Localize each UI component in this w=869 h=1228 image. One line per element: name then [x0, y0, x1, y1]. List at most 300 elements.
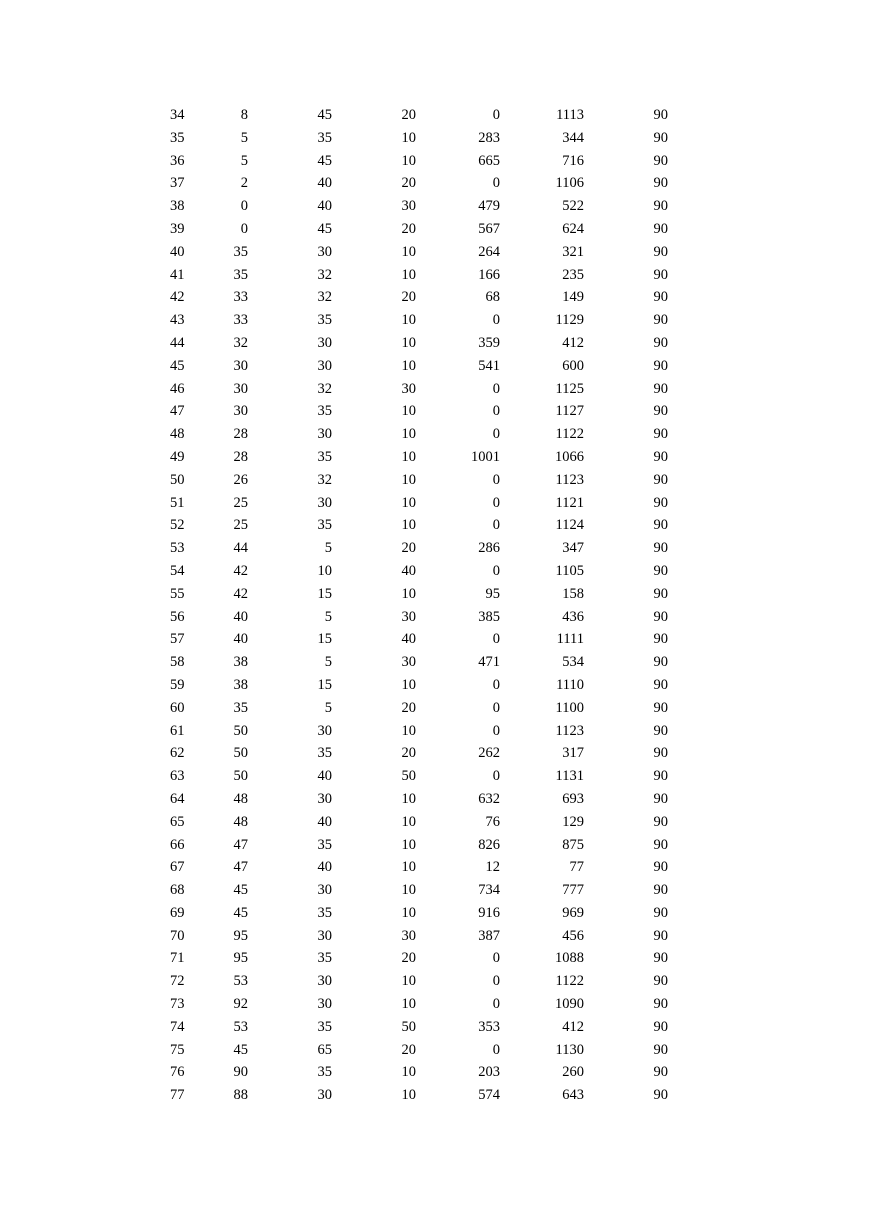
table-row [150, 993, 668, 1016]
table-cell: 30 [317, 357, 332, 374]
table-cell: 20 [401, 220, 416, 237]
table-row [150, 286, 668, 309]
table-cell: 10 [401, 357, 416, 374]
table-cell: 53 [233, 1018, 248, 1035]
table-cell: 286 [478, 540, 500, 557]
table-cell: 30 [401, 654, 416, 671]
table-cell: 25 [233, 494, 248, 511]
table-cell: 45 [233, 882, 248, 899]
table-cell: 77 [569, 859, 584, 876]
table-cell: 90 [653, 973, 668, 990]
table-cell: 1110 [556, 676, 584, 693]
table-cell: 30 [317, 722, 332, 739]
table-cell: 1121 [555, 494, 584, 511]
table-cell: 90 [653, 357, 668, 374]
table-cell: 49 [170, 448, 185, 465]
table-cell: 32 [317, 289, 332, 306]
table-cell: 10 [401, 334, 416, 351]
table-cell: 235 [562, 266, 584, 283]
table-cell: 55 [170, 585, 185, 602]
table-cell: 15 [317, 631, 332, 648]
table-cell: 0 [492, 494, 500, 511]
table-row [150, 628, 668, 651]
table-cell: 0 [240, 220, 248, 237]
table-cell: 36 [170, 152, 185, 169]
table-row [150, 879, 668, 902]
table-row [150, 560, 668, 583]
table-cell: 387 [478, 927, 500, 944]
table-cell: 10 [401, 813, 416, 830]
table-cell: 90 [653, 266, 668, 283]
table-cell: 45 [317, 107, 332, 123]
table-cell: 38 [170, 198, 185, 215]
table-cell: 20 [401, 107, 416, 123]
table-cell: 90 [653, 403, 668, 420]
table-cell: 32 [317, 380, 332, 397]
table-cell: 47 [170, 403, 185, 420]
table-cell: 1124 [555, 517, 584, 534]
table-cell: 129 [562, 813, 584, 830]
table-cell: 50 [401, 1018, 416, 1035]
table-cell: 35 [317, 403, 332, 420]
table-cell: 283 [478, 129, 500, 146]
table-cell: 90 [653, 768, 668, 785]
table-cell: 5 [240, 152, 248, 169]
table-cell: 90 [653, 676, 668, 693]
table-cell: 522 [562, 198, 584, 215]
table-cell: 10 [401, 1087, 416, 1104]
table-cell: 90 [653, 699, 668, 716]
table-cell: 10 [401, 882, 416, 899]
table-row [150, 902, 668, 925]
table-cell: 10 [401, 426, 416, 443]
table-cell: 90 [653, 494, 668, 511]
table-cell: 0 [492, 471, 500, 488]
table-cell: 68 [170, 882, 185, 899]
table-row [150, 856, 668, 879]
table-cell: 47 [233, 859, 248, 876]
table-cell: 40 [233, 631, 248, 648]
table-cell: 317 [562, 745, 584, 762]
table-cell: 35 [317, 950, 332, 967]
table-cell: 35 [317, 448, 332, 465]
table-cell: 567 [478, 220, 500, 237]
table-cell: 0 [492, 1041, 500, 1058]
table-cell: 436 [562, 608, 584, 625]
table-cell: 90 [653, 220, 668, 237]
table-cell: 10 [401, 471, 416, 488]
table-cell: 624 [562, 220, 584, 237]
table-cell: 10 [401, 790, 416, 807]
table-cell: 71 [170, 950, 185, 967]
table-cell: 158 [562, 585, 584, 602]
table-cell: 92 [233, 996, 248, 1013]
table-row [150, 469, 668, 492]
table-cell: 62 [170, 745, 185, 762]
table-cell: 95 [233, 927, 248, 944]
table-cell: 479 [478, 198, 500, 215]
table-row [150, 811, 668, 834]
table-cell: 15 [317, 676, 332, 693]
table-row [150, 697, 668, 720]
table-cell: 1105 [555, 562, 584, 579]
table-cell: 0 [492, 950, 500, 967]
table-cell: 632 [478, 790, 500, 807]
table-cell: 5 [324, 540, 332, 557]
table-cell: 76 [485, 813, 500, 830]
table-cell: 90 [653, 654, 668, 671]
table-cell: 95 [233, 950, 248, 967]
table-cell: 35 [317, 517, 332, 534]
table-cell: 90 [653, 107, 668, 123]
table-cell: 10 [401, 243, 416, 260]
table-cell: 40 [317, 768, 332, 785]
table-cell: 30 [317, 243, 332, 260]
table-cell: 72 [170, 973, 185, 990]
table-cell: 0 [492, 676, 500, 693]
table-cell: 0 [492, 722, 500, 739]
table-cell: 95 [485, 585, 500, 602]
table-cell: 30 [317, 1087, 332, 1104]
table-cell: 1122 [555, 973, 584, 990]
table-cell: 30 [233, 357, 248, 374]
table-cell: 5 [324, 608, 332, 625]
table-cell: 20 [401, 950, 416, 967]
table-cell: 65 [317, 1041, 332, 1058]
table-row [150, 241, 668, 264]
table-cell: 90 [653, 631, 668, 648]
table-row [150, 492, 668, 515]
table-row [150, 127, 668, 150]
table-cell: 50 [233, 745, 248, 762]
data-table [150, 104, 668, 1107]
table-cell: 90 [653, 904, 668, 921]
table-cell: 471 [478, 654, 500, 671]
table-cell: 10 [401, 585, 416, 602]
table-cell: 15 [317, 585, 332, 602]
table-cell: 90 [653, 152, 668, 169]
table-row [150, 218, 668, 241]
table-cell: 35 [233, 266, 248, 283]
table-cell: 10 [401, 266, 416, 283]
table-cell: 90 [653, 836, 668, 853]
table-cell: 74 [170, 1018, 185, 1035]
table-cell: 51 [170, 494, 185, 511]
table-row [150, 104, 668, 127]
table-cell: 5 [324, 654, 332, 671]
table-cell: 90 [653, 813, 668, 830]
table-cell: 46 [170, 380, 185, 397]
table-cell: 10 [401, 448, 416, 465]
table-row [150, 195, 668, 218]
table-cell: 58 [170, 654, 185, 671]
table-cell: 20 [401, 699, 416, 716]
table-row [150, 970, 668, 993]
table-cell: 600 [562, 357, 584, 374]
table-cell: 1001 [471, 448, 500, 465]
table-cell: 57 [170, 631, 185, 648]
table-body [150, 104, 668, 1107]
table-cell: 44 [233, 540, 248, 557]
table-cell: 90 [653, 608, 668, 625]
table-cell: 35 [317, 1064, 332, 1081]
table-cell: 73 [170, 996, 185, 1013]
table-cell: 42 [233, 562, 248, 579]
table-cell: 75 [170, 1041, 185, 1058]
table-cell: 10 [401, 494, 416, 511]
table-cell: 30 [317, 426, 332, 443]
table-cell: 534 [562, 654, 584, 671]
table-cell: 50 [233, 722, 248, 739]
table-cell: 0 [492, 768, 500, 785]
table-cell: 44 [170, 334, 185, 351]
table-cell: 1125 [555, 380, 584, 397]
table-cell: 90 [653, 517, 668, 534]
table-cell: 10 [401, 517, 416, 534]
table-cell: 90 [653, 790, 668, 807]
table-cell: 35 [233, 243, 248, 260]
table-cell: 412 [562, 334, 584, 351]
table-cell: 734 [478, 882, 500, 899]
table-cell: 359 [478, 334, 500, 351]
table-cell: 969 [562, 904, 584, 921]
table-row [150, 400, 668, 423]
table-cell: 20 [401, 175, 416, 192]
table-cell: 26 [233, 471, 248, 488]
table-cell: 353 [478, 1018, 500, 1035]
table-cell: 90 [653, 1041, 668, 1058]
table-cell: 61 [170, 722, 185, 739]
table-cell: 35 [317, 1018, 332, 1035]
table-cell: 90 [653, 448, 668, 465]
table-cell: 40 [317, 859, 332, 876]
table-cell: 260 [562, 1064, 584, 1081]
table-cell: 40 [170, 243, 185, 260]
table-cell: 20 [401, 1041, 416, 1058]
table-cell: 90 [653, 927, 668, 944]
table-cell: 33 [233, 312, 248, 329]
table-cell: 30 [317, 882, 332, 899]
table-cell: 0 [492, 107, 500, 123]
table-cell: 10 [401, 859, 416, 876]
table-cell: 64 [170, 790, 185, 807]
table-cell: 30 [317, 494, 332, 511]
table-cell: 1100 [555, 699, 584, 716]
table-cell: 67 [170, 859, 185, 876]
table-cell: 1106 [555, 175, 584, 192]
table-cell: 90 [653, 380, 668, 397]
table-cell: 35 [170, 129, 185, 146]
table-cell: 35 [317, 312, 332, 329]
table-cell: 30 [317, 790, 332, 807]
table-cell: 40 [233, 608, 248, 625]
table-cell: 50 [401, 768, 416, 785]
table-row [150, 537, 668, 560]
table-cell: 38 [233, 676, 248, 693]
table-cell: 56 [170, 608, 185, 625]
table-cell: 716 [562, 152, 584, 169]
table-cell: 90 [653, 585, 668, 602]
table-cell: 77 [170, 1087, 185, 1104]
table-cell: 0 [240, 198, 248, 215]
table-row [150, 309, 668, 332]
table-cell: 70 [170, 927, 185, 944]
table-cell: 42 [233, 585, 248, 602]
table-cell: 90 [653, 129, 668, 146]
table-cell: 262 [478, 745, 500, 762]
table-row [150, 583, 668, 606]
table-cell: 1129 [555, 312, 584, 329]
table-cell: 10 [401, 403, 416, 420]
table-row [150, 674, 668, 697]
table-cell: 40 [317, 198, 332, 215]
table-cell: 30 [401, 380, 416, 397]
table-cell: 90 [653, 745, 668, 762]
table-cell: 1111 [556, 631, 584, 648]
table-cell: 90 [653, 996, 668, 1013]
table-row [150, 606, 668, 629]
table-row [150, 172, 668, 195]
table-cell: 10 [401, 152, 416, 169]
table-cell: 53 [170, 540, 185, 557]
table-cell: 203 [478, 1064, 500, 1081]
table-cell: 52 [170, 517, 185, 534]
table-cell: 12 [485, 859, 500, 876]
table-cell: 48 [233, 790, 248, 807]
table-cell: 30 [317, 973, 332, 990]
table-cell: 1066 [555, 448, 584, 465]
table-cell: 385 [478, 608, 500, 625]
table-row [150, 355, 668, 378]
table-cell: 777 [562, 882, 584, 899]
table-cell: 10 [401, 836, 416, 853]
table-cell: 30 [317, 927, 332, 944]
table-cell: 90 [653, 859, 668, 876]
table-cell: 10 [401, 1064, 416, 1081]
table-cell: 20 [401, 540, 416, 557]
table-row [150, 378, 668, 401]
table-cell: 10 [401, 722, 416, 739]
table-cell: 48 [170, 426, 185, 443]
table-cell: 1131 [555, 768, 584, 785]
table-cell: 10 [317, 562, 332, 579]
table-cell: 1127 [555, 403, 584, 420]
table-cell: 149 [562, 289, 584, 306]
table-cell: 41 [170, 266, 185, 283]
table-cell: 30 [317, 996, 332, 1013]
table-row [150, 150, 668, 173]
table-row [150, 765, 668, 788]
table-cell: 32 [233, 334, 248, 351]
table-cell: 68 [485, 289, 500, 306]
table-cell: 30 [401, 608, 416, 625]
table-cell: 34 [170, 107, 185, 123]
table-cell: 10 [401, 996, 416, 1013]
table-cell: 30 [401, 198, 416, 215]
table-row [150, 720, 668, 743]
table-cell: 541 [478, 357, 500, 374]
table-cell: 35 [317, 745, 332, 762]
table-cell: 0 [492, 380, 500, 397]
table-cell: 35 [317, 129, 332, 146]
table-row [150, 947, 668, 970]
table-cell: 665 [478, 152, 500, 169]
table-cell: 90 [653, 289, 668, 306]
table-cell: 65 [170, 813, 185, 830]
table-cell: 90 [653, 312, 668, 329]
table-row [150, 1061, 668, 1084]
table-row [150, 446, 668, 469]
table-cell: 30 [317, 334, 332, 351]
table-cell: 826 [478, 836, 500, 853]
table-cell: 45 [233, 904, 248, 921]
table-cell: 42 [170, 289, 185, 306]
table-cell: 60 [170, 699, 185, 716]
table-cell: 90 [653, 562, 668, 579]
table-cell: 0 [492, 699, 500, 716]
table-cell: 90 [653, 334, 668, 351]
table-cell: 90 [653, 1018, 668, 1035]
table-cell: 90 [653, 175, 668, 192]
table-cell: 875 [562, 836, 584, 853]
table-cell: 63 [170, 768, 185, 785]
table-cell: 916 [478, 904, 500, 921]
table-cell: 45 [317, 152, 332, 169]
table-cell: 5 [324, 699, 332, 716]
table-cell: 347 [562, 540, 584, 557]
table-row [150, 788, 668, 811]
table-cell: 28 [233, 448, 248, 465]
table-cell: 30 [401, 927, 416, 944]
table-cell: 40 [317, 813, 332, 830]
table-cell: 35 [317, 904, 332, 921]
table-row [150, 423, 668, 446]
table-cell: 1088 [555, 950, 584, 967]
table-cell: 30 [233, 403, 248, 420]
table-cell: 32 [317, 266, 332, 283]
table-cell: 574 [478, 1087, 500, 1104]
table-cell: 5 [240, 129, 248, 146]
table-cell: 45 [170, 357, 185, 374]
table-cell: 90 [653, 722, 668, 739]
table-cell: 20 [401, 745, 416, 762]
table-cell: 48 [233, 813, 248, 830]
table-cell: 456 [562, 927, 584, 944]
table-cell: 40 [401, 562, 416, 579]
table-cell: 0 [492, 426, 500, 443]
table-cell: 344 [562, 129, 584, 146]
table-cell: 59 [170, 676, 185, 693]
table-cell: 20 [401, 289, 416, 306]
table-cell: 321 [562, 243, 584, 260]
table-cell: 10 [401, 312, 416, 329]
table-row [150, 332, 668, 355]
table-cell: 39 [170, 220, 185, 237]
table-cell: 38 [233, 654, 248, 671]
table-cell: 10 [401, 904, 416, 921]
table-cell: 1130 [555, 1041, 584, 1058]
table-row [150, 1039, 668, 1062]
table-cell: 0 [492, 973, 500, 990]
table-row [150, 925, 668, 948]
table-cell: 90 [653, 882, 668, 899]
table-row [150, 514, 668, 537]
table-cell: 166 [478, 266, 500, 283]
table-row [150, 264, 668, 287]
table-cell: 0 [492, 562, 500, 579]
table-cell: 643 [562, 1087, 584, 1104]
table-cell: 90 [653, 243, 668, 260]
